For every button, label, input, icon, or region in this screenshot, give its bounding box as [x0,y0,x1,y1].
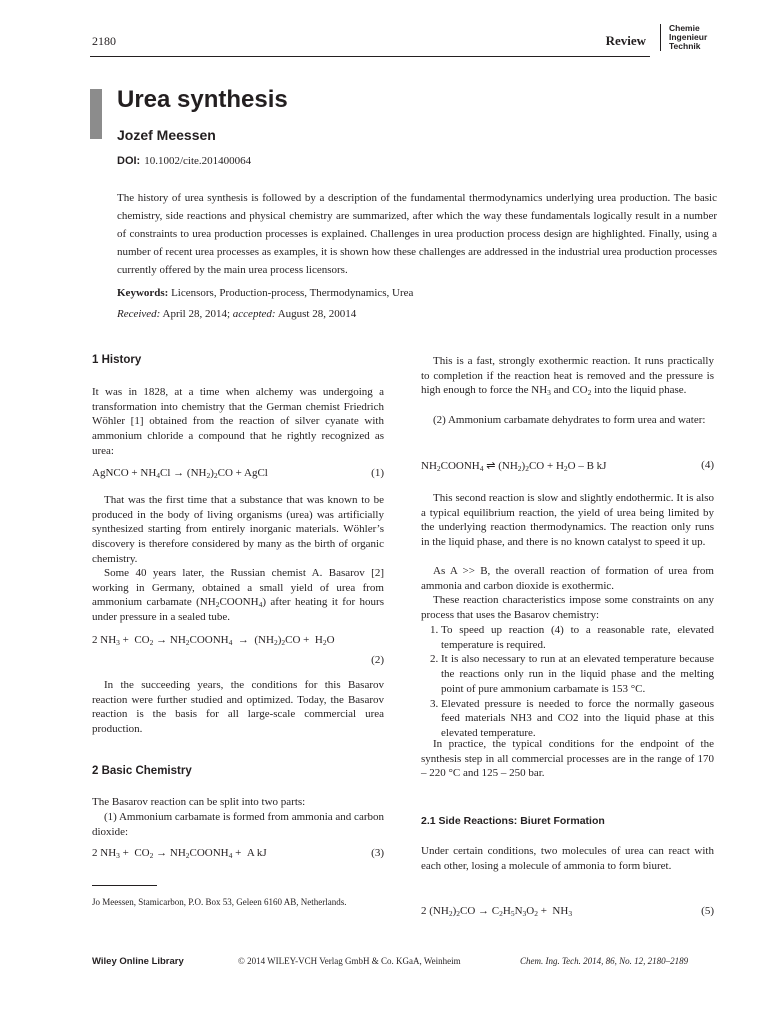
accepted-label: accepted: [232,308,276,320]
paragraph: (2) Ammonium carbamate dehydrates to form urea and water: [433,414,706,426]
paragraph: The Basarov reaction can be split into two parts: [92,796,306,808]
paragraph: In practice, the typical conditions for the endpoint of the synthesis step in all commercial processes are in the range of 170 – 220 °C and 125 – 250 bar. [421,738,714,780]
accepted-date: August 28, 20014 [277,308,357,320]
paragraph: (1) Ammonium carbamate is formed from ammonia and carbon dioxide: [92,811,384,838]
keywords-label: Keywords: [117,287,169,299]
doi-label: DOI: [117,155,141,167]
equation-1: AgNCO + $NH_4Cl \to (NH_2)_2CO$ + AgCl [92,467,268,480]
equation-number: (5) [701,905,714,917]
journal-logo-line: Technik [669,41,701,51]
received-label: Received: [117,308,161,320]
paragraph: Some 40 years later, the Russian chemist A. Basarov [2] working in Germany, obtained a small yield of urea from ammonium carbamate $(NH_2COONH_4)$ after heating it for hours under pressure in a sealed tube. [92,567,384,624]
author-affiliation-footnote: Jo Meessen, Stamicarbon, P.O. Box 53, Geleen 6160 AB, Netherlands. [92,897,347,907]
dates-line [117,305,717,323]
wiley-online-library-link[interactable]: Wiley Online Library [92,956,184,967]
section-heading-history: 1 History [92,354,142,366]
article-title: Urea synthesis [117,86,288,113]
equation-number: (3) [371,847,384,859]
equation-number: (4) [701,459,714,471]
keywords-line [117,284,717,302]
section-heading-side-reactions: 2.1 Side Reactions: Biuret Formation [421,815,605,827]
keywords-list: Licensors, Production-process, Thermodynamics, Urea [171,287,414,299]
section-heading-basic-chemistry: 2 Basic Chemistry [92,765,192,777]
paragraph: This second reaction is slow and slightly endothermic. It is also a typical equilibrium reaction, the yield of urea being limited by the underlying reaction thermodynamics. The reaction only runs in the liquid phase, and there is no known catalyst to speed it up. [421,492,714,549]
doi-link[interactable]: 10.1002/cite.201400064 [144,155,252,167]
section-label: Review [605,33,646,48]
equation-number: (2) [371,654,384,666]
list-item: 1. To speed up reaction (4) to a reasonable rate, elevated temperature is required. [441,623,714,652]
page-number: 2180 [92,34,116,48]
journal-citation: Chem. Ing. Tech. 2014, 86, No. 12, 2180–2189 [520,956,689,966]
footnote-rule [92,885,157,886]
list-item: 2. It is also necessary to run at an elevated temperature because the reactions only run in the liquid phase and the melting point of pure ammonium carbamate is 153 °C. [441,652,714,696]
list-item: 3. Elevated pressure is needed to force the normally gaseous feed materials NH3 and CO2 into the liquid phase at this elevated temperature. [441,697,714,741]
paragraph: These reaction characteristics impose some constraints on any process that uses the Basarov chemistry: [421,594,714,621]
journal-logo-line: Ingenieur [669,32,708,42]
paragraph: That was the first time that a substance that was known to be produced in the body of living organisms (urea) was artificially synthesized starting from entirely inorganic materials. Wöhler’s discovery is therefore considered by many as the birth of organic chemistry. [92,494,384,565]
title-accent-bar [90,89,102,139]
paragraph: As A >> B, the overall reaction of formation of urea from ammonia and carbon dioxide is exothermic. [421,565,714,592]
header-rule [90,56,650,57]
paragraph: This is a fast, strongly exothermic reaction. It runs practically to completion if the reaction heat is removed and the pressure is high enough to force the $NH_3$ and $CO_2$ into the liquid phase. [421,355,714,398]
equation-5: 2 $(NH_2)_2CO \to C_2H_5N_3O_2 + NH_3$ [421,905,573,918]
paragraph: In the succeeding years, the conditions for this Basarov reaction were further studied and optimized. Today, the Basarov reaction is the basis for all large-scale commercial urea production. [92,679,384,736]
constraints-list [421,623,714,741]
paragraph: Under certain conditions, two molecules of urea can react with each other, losing a molecule of ammonia to form biuret. [421,845,714,872]
copyright-notice: © 2014 WILEY-VCH Verlag GmbH & Co. KGaA, Weinheim [238,956,461,966]
equation-3: 2 $NH_3 + CO_2$ → $NH_2COONH_4 + A$ kJ [92,847,267,860]
equation-2: 2 $NH_3 + CO_2$ → $NH_2COONH_4 \to (NH_2)_2CO + H_2O$ [92,634,335,647]
equation-4: $NH_2COONH_4$ ⇌ $(NH_2)_2CO + H_2O - B$ kJ [421,460,607,473]
received-date: April 28, 2014; [162,308,231,320]
article-author: Jozef Meessen [117,127,216,143]
equation-number: (1) [371,467,384,479]
journal-logo-line: Chemie [669,23,700,33]
abstract: The history of urea synthesis is followed by a description of the fundamental thermodynamics underlying urea production. The basic chemistry, side reactions and physical chemistry are summarized, after which the way these fundamentals logically result in a number of constraints to urea production processes is explained. Challenges in urea production process design are highlighted. Finally, using a number of recent urea processes as examples, it is shown how these challenges are addressed in the industrial urea production processes currently offered by the main urea process licensors. [117,192,717,276]
journal-logo [660,24,707,51]
paragraph: It was in 1828, at a time when alchemy was undergoing a transformation into chemistry that the German chemist Friedrich Wöhler [1] obtained from the reaction of silver cyanate with ammonium chloride a compound that he rightly recognized as urea: [92,386,384,457]
doi-line [117,155,251,167]
